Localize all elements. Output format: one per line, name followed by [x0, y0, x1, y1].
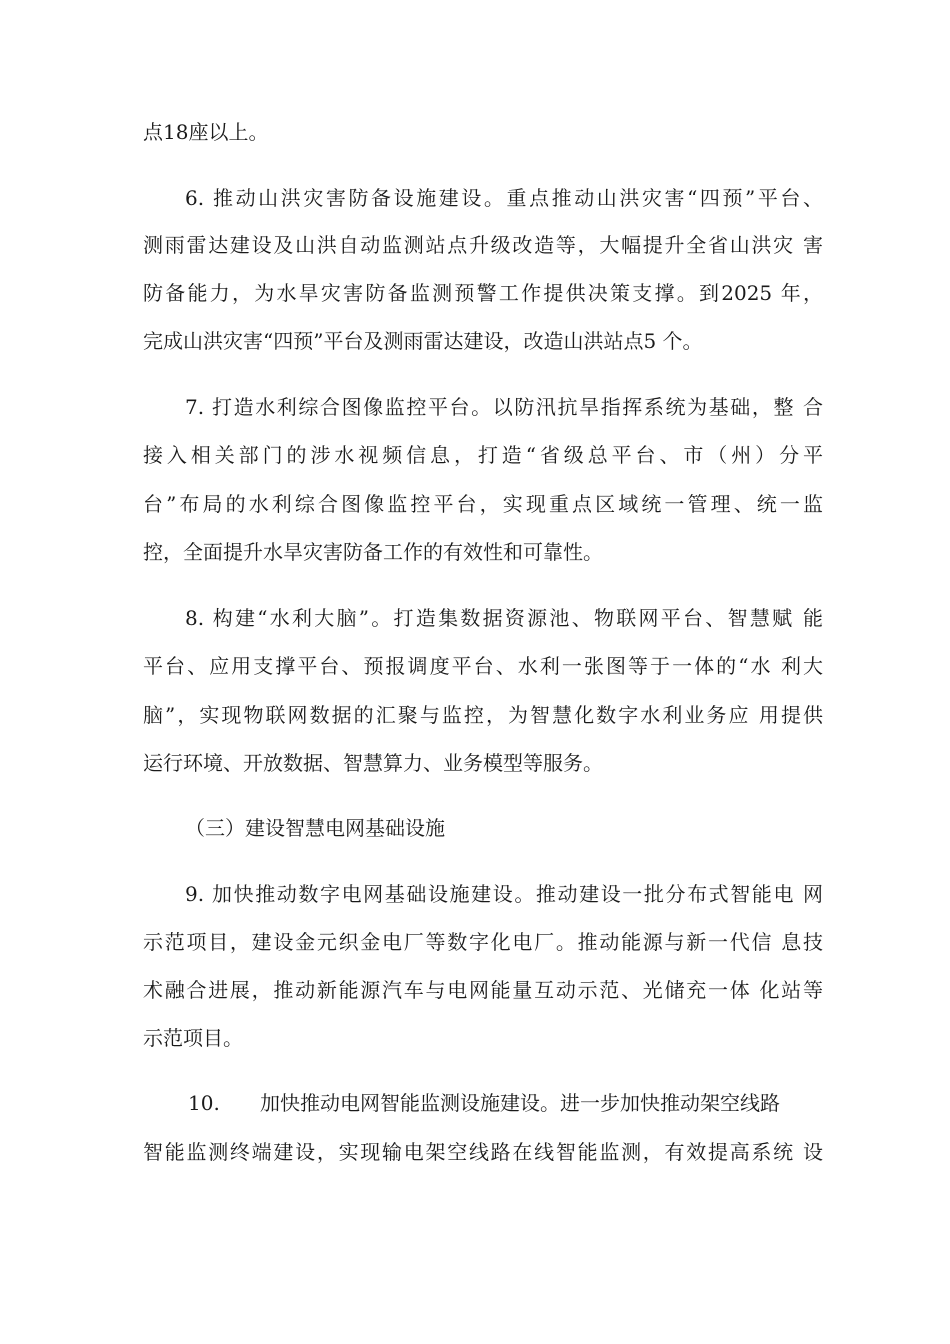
text-line: 6. 推动山洪灾害防备设施建设。重点推动山洪灾害“四预”平台、 [185, 186, 823, 210]
text-line: 完成山洪灾害“四预”平台及测雨雷达建设，改造山洪站点5 个。 [143, 329, 703, 353]
text-line: 平台、应用支撑平台、预报调度平台、水利一张图等于一体的“水 利大 [143, 654, 823, 678]
text-line: 点18座以上。 [143, 120, 269, 144]
item-number: 10. [188, 1091, 220, 1115]
text-line: 脑”，实现物联网数据的汇聚与监控，为智慧化数字水利业务应 用提供 [143, 703, 823, 727]
text-line: 接入相关部门的涉水视频信息，打造“省级总平台、市（州）分平 [143, 443, 823, 467]
section-heading: （三）建设智慧电网基础设施 [185, 816, 445, 840]
text-line: 防备能力，为水旱灾害防备监测预警工作提供决策支撑。到2025 年， [143, 281, 823, 305]
text-line: 控，全面提升水旱灾害防备工作的有效性和可靠性。 [143, 540, 603, 564]
text-line: 智能监测终端建设，实现输电架空线路在线智能监测，有效提高系统 设 [143, 1140, 823, 1164]
text-line: 8. 构建“水利大脑”。打造集数据资源池、物联网平台、智慧赋 能 [185, 606, 823, 630]
text-line: 示范项目，建设金元织金电厂等数字化电厂。推动能源与新一代信 息技 [143, 930, 823, 954]
text-line: 运行环境、开放数据、智慧算力、业务模型等服务。 [143, 751, 603, 775]
text-line: 示范项目。 [143, 1026, 243, 1050]
text-line: 台”布局的水利综合图像监控平台，实现重点区域统一管理、统一监 [143, 492, 823, 516]
text-line: 9. 加快推动数字电网基础设施建设。推动建设一批分布式智能电 网 [185, 882, 823, 906]
text-line: 7. 打造水利综合图像监控平台。以防汛抗旱指挥系统为基础，整 合 [185, 395, 823, 419]
text-line: 测雨雷达建设及山洪自动监测站点升级改造等，大幅提升全省山洪灾 害 [143, 233, 823, 257]
text-line [188, 1088, 828, 1118]
text-line: 术融合进展，推动新能源汽车与电网能量互动示范、光储充一体 化站等 [143, 978, 823, 1002]
text-run: 加快推动电网智能监测设施建设。进一步加快推动架空线路 [260, 1091, 780, 1115]
